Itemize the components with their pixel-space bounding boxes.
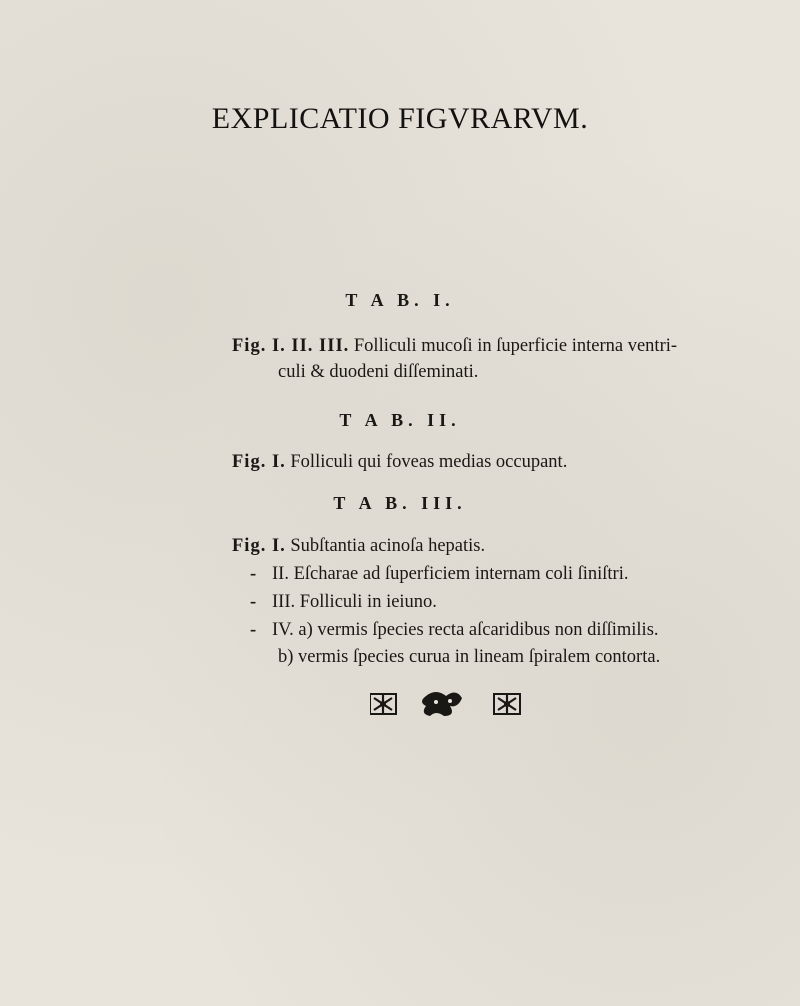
- dash-mark: -: [250, 592, 257, 612]
- dash-mark: -: [250, 620, 257, 640]
- entry-text: Folliculi mucoſi in ſuperficie interna ventri-: [353, 336, 678, 356]
- tab3-entry-line-1: [232, 536, 485, 557]
- tab2-entry-line-1: [232, 452, 567, 473]
- ornament-center-icon: [422, 692, 462, 716]
- ornament-right-icon: [494, 694, 520, 714]
- page-title: EXPLICATIO FIGVRARVM.: [211, 102, 589, 135]
- entry-text: Folliculi qui foveas medias occupant.: [290, 452, 568, 472]
- fig-label: Fig. I. II. III.: [232, 336, 350, 356]
- fig-label: Fig. I.: [232, 536, 286, 556]
- fig-label: Fig. I.: [232, 452, 286, 472]
- tab3-entry-item-5: b) vermis ſpecies curua in lineam ſpiralem contorta.: [278, 647, 661, 667]
- tab1-entry-line-2: culi & duodeni diſſeminati.: [278, 362, 479, 382]
- entry-text: III. Folliculi in ieiuno.: [272, 592, 437, 612]
- entry-text: II. Eſcharae ad ſuperficiem internam coli ſiniſtri.: [272, 564, 629, 584]
- tab3-entry-item-3: [250, 592, 437, 613]
- tab1-entry-line-1: [232, 336, 677, 357]
- ornament-left-icon: [370, 694, 396, 714]
- tab3-entry-item-2: [250, 564, 629, 585]
- entry-text: IV. a) vermis ſpecies recta aſcaridibus non diſſimilis.: [272, 620, 659, 640]
- dash-mark: -: [250, 564, 257, 584]
- printers-ornament: [370, 686, 570, 726]
- tab-heading-3: T A B. III.: [333, 493, 467, 513]
- tab3-entry-item-4: [250, 620, 659, 641]
- entry-text: Subſtantia acinoſa hepatis.: [290, 536, 486, 556]
- tab-heading-1: T A B. I.: [345, 290, 455, 310]
- tab-heading-2: T A B. II.: [339, 410, 461, 430]
